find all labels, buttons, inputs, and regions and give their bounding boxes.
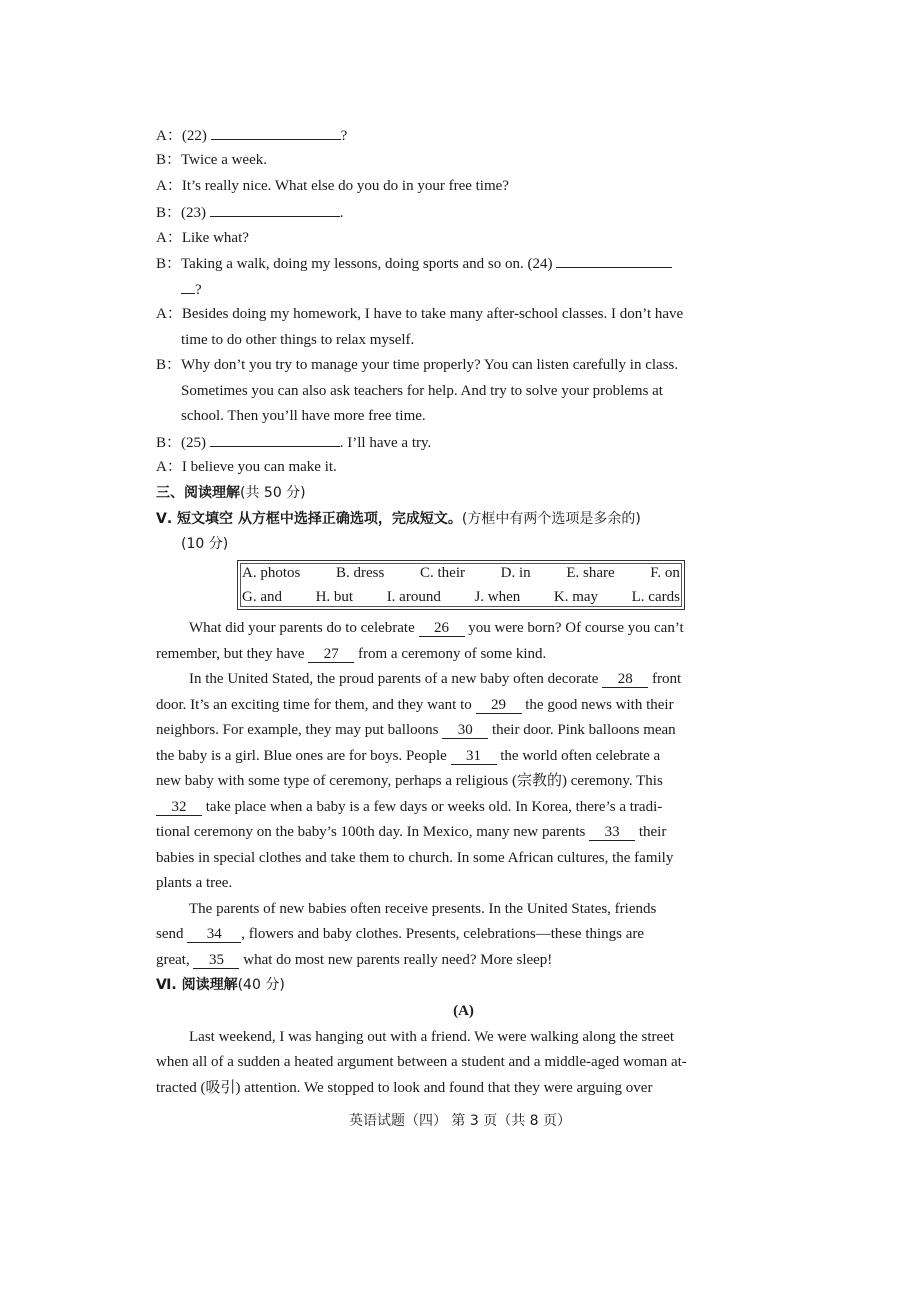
option-h: H. but: [315, 589, 354, 605]
passage-line: What did your parents do to celebrate 26 you were born? Of course you can’t: [189, 620, 684, 636]
blank-28[interactable]: 28: [602, 671, 648, 688]
passage-line: great, 35 what do most new parents really need? More sleep!: [156, 952, 553, 968]
passage-line: The parents of new babies often receive presents. In the United States, friends: [189, 901, 657, 917]
blank-27[interactable]: 27: [308, 646, 354, 663]
blank-33[interactable]: 33: [589, 824, 635, 841]
option-g: G. and: [242, 589, 282, 605]
dialogue-line: B：Twice a week.: [156, 152, 268, 168]
question-number: (22): [181, 128, 207, 144]
passage-line: tional ceremony on the baby’s 100th day. In Mexico, many new parents 33 their: [156, 824, 667, 840]
option-f: F. on: [650, 565, 680, 581]
option-a: A. photos: [242, 565, 301, 581]
option-b: B. dress: [336, 565, 385, 581]
blank-26[interactable]: 26: [419, 620, 465, 637]
blank-32[interactable]: 32: [156, 799, 202, 816]
dialogue-line-cont: time to do other things to relax myself.: [181, 332, 415, 348]
answer-blank-23[interactable]: [210, 201, 340, 217]
section-heading: Ⅴ. 短文填空 从方框中选择正确选项，完成短文。(方框中有两个选项是多余的): [156, 511, 641, 527]
dialogue-line: A：I believe you can make it.: [156, 459, 337, 475]
option-c: C. their: [420, 565, 465, 581]
dialogue-line-24: B：Taking a walk, doing my lessons, doing sports and so on. (24): [156, 252, 771, 275]
reading-line: when all of a sudden a heated argument between a student and a middle-aged woman at-: [156, 1054, 687, 1070]
dialogue-line: B：Why don’t you try to manage your time properly? You can listen carefully in class.: [156, 357, 679, 373]
dialogue-line-cont: Sometimes you can also ask teachers for help. And try to solve your problems at: [181, 383, 663, 399]
option-box: [237, 560, 685, 610]
part-label: (A): [453, 1003, 474, 1019]
dialogue-line-25: B：(25) . I’ll have a try.: [156, 431, 771, 454]
passage-line: neighbors. For example, they may put balloons 30 their door. Pink balloons mean: [156, 722, 676, 738]
page-footer: 英语试题（四） 第 3 页（共 8 页）: [348, 1113, 572, 1129]
dialogue-line-22: A：(22) ?: [156, 124, 771, 147]
blank-34[interactable]: 34: [187, 926, 241, 943]
section-heading: Ⅵ. 阅读理解(40 分): [156, 977, 285, 993]
reading-line: tracted (吸引) attention. We stopped to look and found that they were arguing over: [156, 1080, 653, 1096]
option-k: K. may: [553, 589, 599, 605]
reading-line: Last weekend, I was hanging out with a friend. We were walking along the street: [189, 1029, 675, 1045]
speaker: A：: [156, 128, 182, 144]
dialogue-line-cont: ?: [181, 278, 796, 301]
passage-line: new baby with some type of ceremony, perhaps a religious (宗教的) ceremony. This: [156, 773, 663, 789]
passage-line: 32 take place when a baby is a few days or weeks old. In Korea, there’s a tradi-: [156, 796, 771, 818]
option-d: D. in: [500, 565, 531, 581]
options-row-2: [242, 587, 680, 607]
option-l: L. cards: [631, 589, 680, 605]
option-j: J. when: [474, 589, 521, 605]
passage-line: the baby is a girl. Blue ones are for boys. People 31 the world often celebrate a: [156, 748, 661, 764]
dialogue-line-cont: school. Then you’ll have more free time.: [181, 408, 426, 424]
dialogue-line: A：Besides doing my homework, I have to take many after-school classes. I don’t have: [156, 306, 684, 322]
blank-30[interactable]: 30: [442, 722, 488, 739]
answer-blank-24[interactable]: [556, 252, 672, 268]
option-i: I. around: [386, 589, 441, 605]
blank-31[interactable]: 31: [451, 748, 497, 765]
answer-blank-25[interactable]: [210, 431, 340, 447]
dialogue-line: A：It’s really nice. What else do you do in your free time?: [156, 178, 509, 194]
blank-29[interactable]: 29: [476, 697, 522, 714]
dialogue-line-23: B：(23) .: [156, 201, 771, 224]
dialogue-line: A：Like what?: [156, 230, 249, 246]
passage-line: babies in special clothes and take them to church. In some African cultures, the family: [156, 850, 674, 866]
passage-line: plants a tree.: [156, 875, 233, 891]
passage-line: In the United Stated, the proud parents of a new baby often decorate 28 front: [189, 671, 682, 687]
section-score: (10 分): [181, 536, 229, 552]
passage-line: door. It’s an exciting time for them, and they want to 29 the good news with their: [156, 697, 674, 713]
option-e: E. share: [566, 565, 615, 581]
section-heading: 三、阅读理解(共 50 分): [156, 485, 306, 501]
answer-blank-22[interactable]: [211, 124, 341, 140]
passage-line: remember, but they have 27 from a ceremony of some kind.: [156, 646, 547, 662]
options-row-1: [242, 563, 680, 583]
passage-line: send 34 , flowers and baby clothes. Presents, celebrations—these things are: [156, 926, 645, 942]
blank-35[interactable]: 35: [193, 952, 239, 969]
